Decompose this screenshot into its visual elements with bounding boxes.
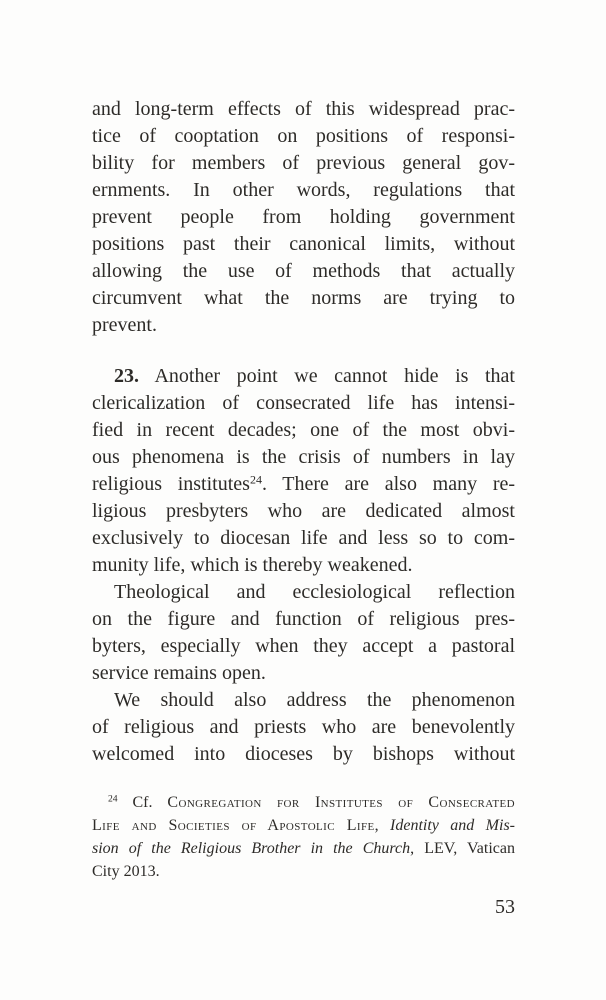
text-segment: , LEV, Vatican (410, 840, 515, 857)
text-segment: of religious and priests who are benevolently (92, 716, 515, 738)
text-line (92, 444, 515, 471)
text-segment: . There are also many re- (261, 473, 516, 495)
text-segment: , (374, 817, 391, 834)
footnote-marker: 24 (249, 472, 262, 487)
text-segment: exclusively to diocesan life and less so to com- (92, 527, 515, 549)
text-line (92, 660, 515, 687)
text-line (92, 714, 515, 741)
text-column (92, 96, 515, 883)
text-segment: Theological and ecclesiological reflection (114, 581, 515, 603)
text-segment: bility for members of previous general gov- (92, 152, 515, 174)
text-line (92, 417, 515, 444)
text-line (92, 525, 515, 552)
text-line (92, 552, 515, 579)
text-segment: circumvent what the norms are trying to (92, 287, 515, 309)
text-line (92, 123, 515, 150)
paragraph-we-should (92, 687, 515, 768)
text-line (92, 150, 515, 177)
text-segment: City 2013. (92, 863, 160, 880)
text-line (92, 258, 515, 285)
text-line (92, 231, 515, 258)
text-line (92, 791, 515, 814)
smallcaps-segment: Life and Societies of Apostolic Life (92, 817, 375, 834)
paragraph-23 (92, 363, 515, 579)
text-segment: munity life, which is thereby weakened. (92, 554, 413, 576)
italic-segment: sion of the Religious Brother in the Church (92, 840, 411, 857)
text-segment: Another point we cannot hide is that (139, 365, 515, 387)
text-segment: welcomed into dioceses by bishops without (92, 743, 515, 765)
text-line (92, 498, 515, 525)
text-line (92, 177, 515, 204)
text-segment: fied in recent decades; one of the most obvi- (92, 419, 515, 441)
paragraph-continuation (92, 96, 515, 339)
text-segment: service remains open. (92, 662, 266, 684)
text-segment: allowing the use of methods that actually (92, 260, 515, 282)
text-segment: positions past their canonical limits, without (92, 233, 515, 255)
body-text (92, 96, 515, 768)
text-segment: We should also address the phenomenon (114, 689, 515, 711)
text-line (92, 471, 515, 498)
text-line (92, 837, 515, 860)
text-line (92, 741, 515, 768)
footnote-marker: 24 (108, 793, 118, 805)
text-segment: ous phenomena is the crisis of numbers in lay (92, 446, 515, 468)
text-segment: ernments. In other words, regulations that (92, 179, 515, 201)
text-line (92, 363, 515, 390)
page-number: 53 (495, 896, 515, 918)
footnote (92, 791, 515, 883)
text-line (92, 312, 515, 339)
text-segment: ligious presbyters who are dedicated almost (92, 500, 515, 522)
text-segment: byters, especially when they accept a pastoral (92, 635, 515, 657)
text-line (92, 606, 515, 633)
text-line (92, 687, 515, 714)
text-line (92, 390, 515, 417)
text-line (92, 285, 515, 312)
text-line (92, 814, 515, 837)
paragraph-theological (92, 579, 515, 687)
text-line (92, 579, 515, 606)
text-line (92, 860, 515, 883)
text-segment: and long-term effects of this widespread prac- (92, 98, 515, 120)
text-segment: on the figure and function of religious pres- (92, 608, 515, 630)
text-line (92, 96, 515, 123)
text-line (92, 204, 515, 231)
text-segment: Cf. (117, 794, 168, 811)
text-segment: prevent people from holding government (92, 206, 515, 228)
text-segment: tice of cooptation on positions of responsi- (92, 125, 515, 147)
text-segment: religious institutes (92, 473, 250, 495)
smallcaps-segment: Congregation for Institutes of Consecrated (167, 794, 515, 811)
bold-segment: 23. (114, 365, 139, 387)
text-segment: prevent. (92, 314, 157, 336)
italic-segment: Identity and Mis- (390, 817, 516, 834)
text-segment: clericalization of consecrated life has intensi- (92, 392, 515, 414)
text-line (92, 633, 515, 660)
